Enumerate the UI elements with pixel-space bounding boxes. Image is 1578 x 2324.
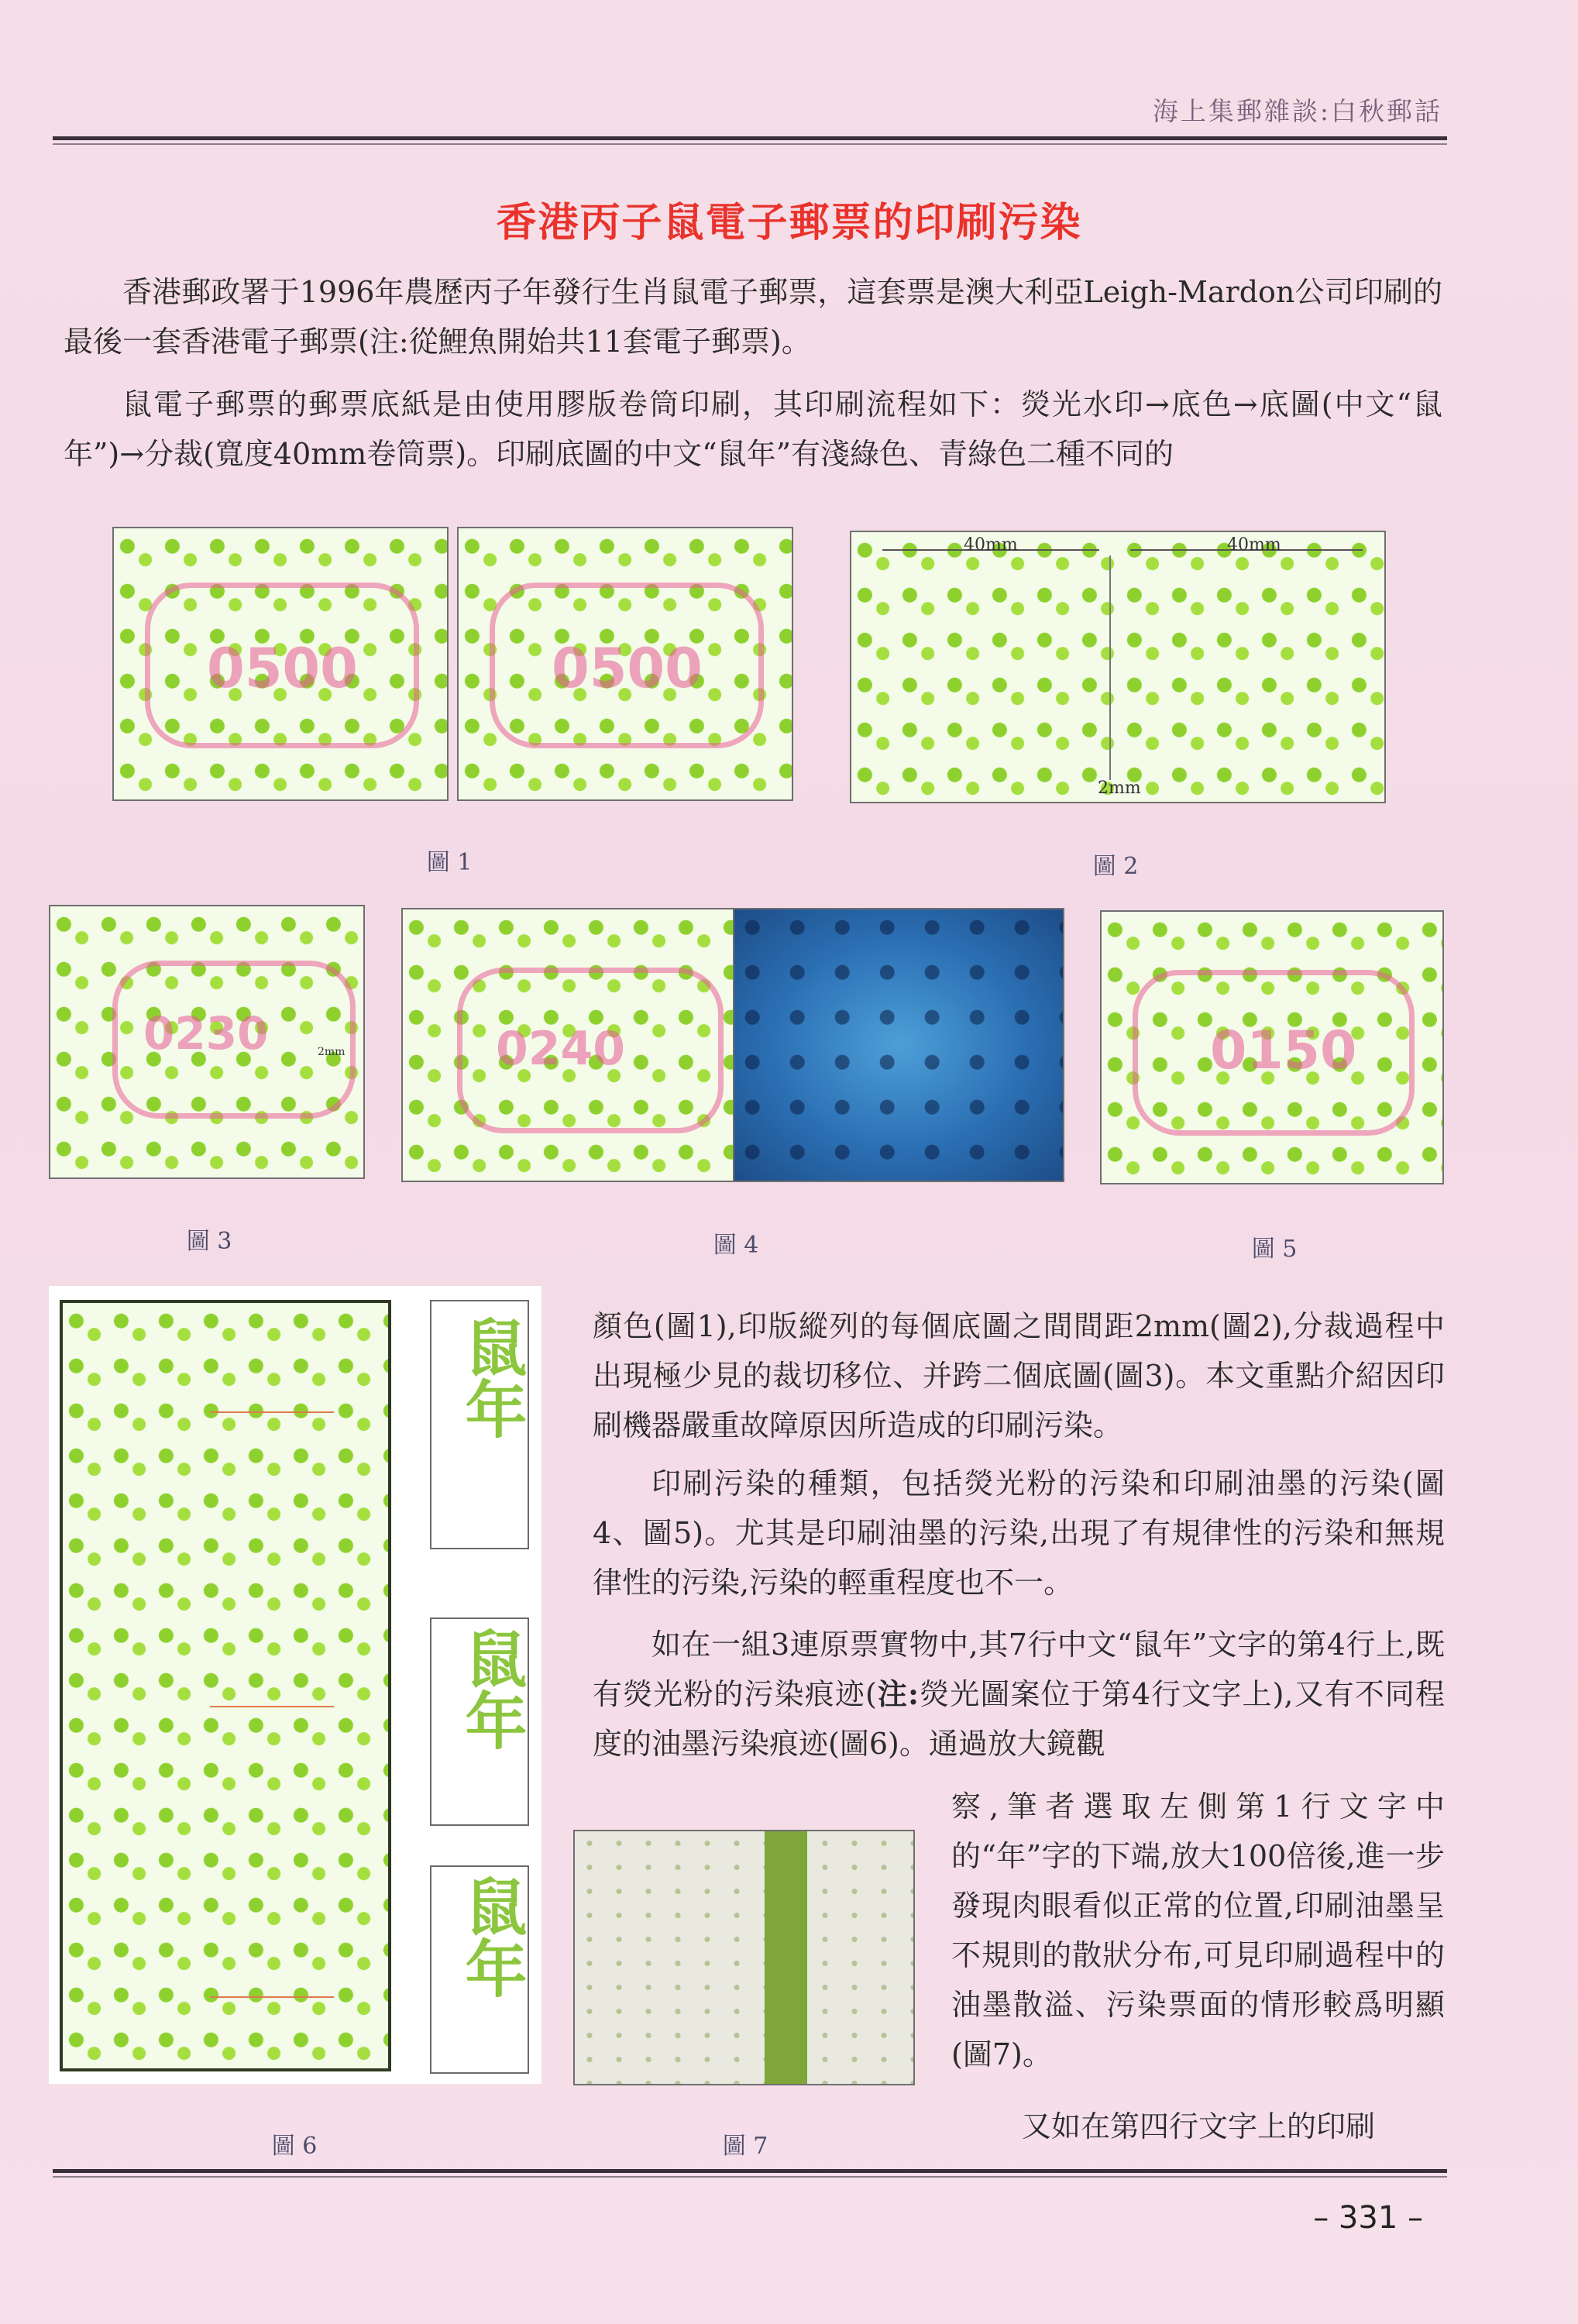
dimension-40mm: 40mm [964,535,1018,555]
stamp-value: 0150 [1210,1020,1357,1081]
ink-specks [575,1831,913,2084]
header-rule-thin [53,143,1447,145]
caption-figure-1: 圖 1 [426,849,473,876]
dimension-2mm: 2mm [1098,779,1141,798]
zoom-chars: 鼠年 [455,1627,528,1751]
article-title: 香港丙子鼠電子郵票的印刷污染 [496,200,1082,246]
figure-6-zoom-2 [430,1618,529,1826]
column-divider [1109,555,1111,780]
figure-4-normal [401,908,736,1182]
page-number: – 331 – [1313,2200,1423,2236]
pointer-line [210,1706,334,1707]
dimension-40mm: 40mm [1227,535,1281,555]
pointer-line [210,1996,334,1998]
zoom-chars: 鼠年 [455,1315,528,1439]
stamp-value: 0230 [143,1007,269,1060]
zoom-chars: 鼠年 [455,1875,528,1999]
footer-rule-thin [53,2176,1447,2178]
running-head: 海上集郵雜談:白秋郵話 [1152,96,1442,126]
caption-figure-6: 圖 6 [271,2133,318,2160]
figure-7 [573,1830,915,2085]
paragraph-7: 又如在第四行文字上的印刷 [1022,2109,1376,2144]
paragraph-3: 顏色(圖1),印版縱列的每個底圖之間間距2mm(圖2),分裁過程中出現極少見的裁切移位、并跨二個底圖(圖3)。本文重點介紹因印刷機器嚴重故障原因所造成的印刷污染。 [593,1309,1445,1442]
figure-2 [850,531,1386,803]
ink-stroke [765,1831,807,2084]
paragraph-5-start: 如在一組3連原票實物中,其7行中文“鼠年”文字的第4行上,既有熒光粉的污染痕迹( [593,1628,1445,1711]
figure-3 [49,905,365,1179]
footer-rule [53,2169,1447,2173]
caption-figure-3: 圖 3 [186,1228,232,1255]
figure-6-zoom-1 [430,1300,529,1549]
figure-6-sheet [60,1300,391,2071]
stamp-value: 0240 [496,1022,625,1076]
figure-5 [1100,910,1444,1184]
figure-1-right [457,527,793,801]
dimension-2mm-small: 2mm [318,1046,346,1058]
figure-6-zoom-3 [430,1865,529,2074]
figure-4-uv [733,908,1064,1182]
paragraph-4: 印刷污染的種類，包括熒光粉的污染和印刷油墨的污染(圖4、圖5)。尤其是印刷油墨的污染,出現了有規律性的污染和無規律性的污染,污染的輕重程度也不一。 [593,1466,1445,1600]
stamp-value: 0500 [207,637,358,700]
caption-figure-2: 圖 2 [1092,853,1139,880]
paragraph-2: 鼠電子郵票的郵票底紙是由使用膠版卷筒印刷，其印刷流程如下：熒光水印→底色→底圖(中文“鼠年”)→分裁(寬度40mm卷筒票)。印刷底圖的中文“鼠年”有淺綠色、青綠色二種不同的 [64,387,1442,471]
header-rule [53,136,1447,140]
caption-figure-4: 圖 4 [713,1232,759,1259]
caption-figure-5: 圖 5 [1251,1236,1298,1263]
figure-1-left [112,527,449,801]
paragraph-5-end: 熒光圖案位于第4行文字上),又有不同程度的油墨污染痕迹(圖6)。通過放大鏡觀 [593,1677,1446,1761]
caption-figure-7: 圖 7 [722,2133,768,2160]
stamp-value: 0500 [552,637,703,700]
paragraph-5 [593,1620,1445,1769]
uv-pattern [734,909,1063,1181]
paragraph-1: 香港郵政署于1996年農歷丙子年發行生肖鼠電子郵票，這套票是澳大利亞Leigh-Mardon公司印刷的最後一套香港電子郵票(注:從鯉魚開始共11套電子郵票)。 [64,275,1442,359]
pointer-line [210,1411,334,1413]
note-label: 注: [876,1676,920,1711]
paragraph-6: 察,筆者選取左側第1行文字中的“年”字的下端,放大100倍後,進一步發現肉眼看似正常的位置,印刷油墨呈不規則的散狀分布,可見印刷過程中的油墨散溢、污染票面的情形較爲明顯(圖7)。 [951,1789,1445,2071]
